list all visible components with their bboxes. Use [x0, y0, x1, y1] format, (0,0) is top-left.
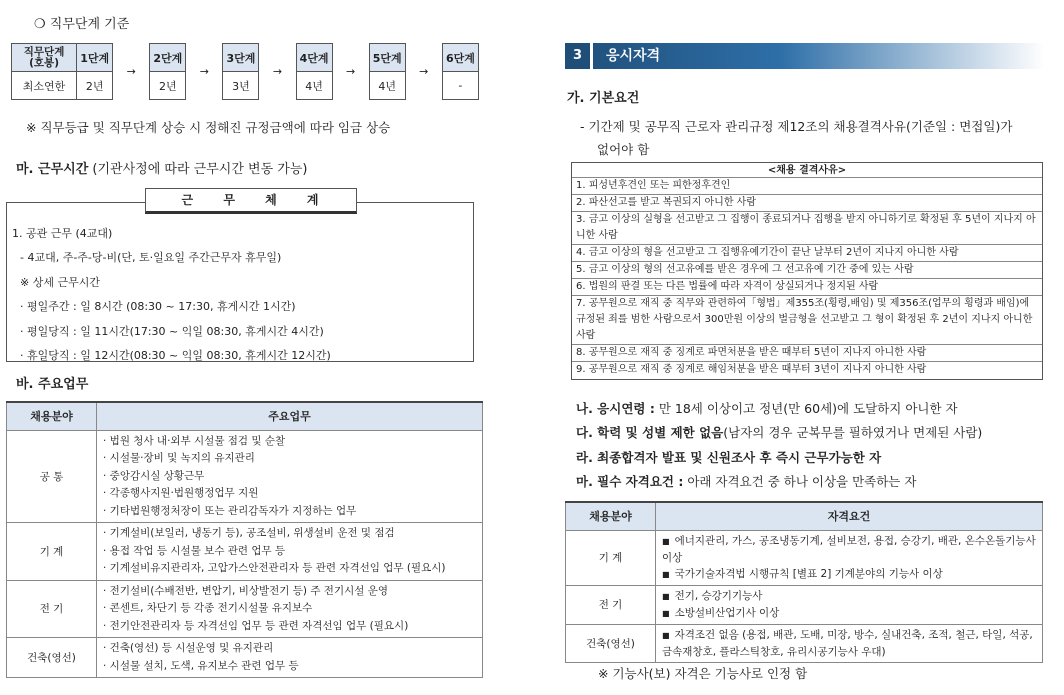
list-item: · 기타법원행정처장이 또는 관리감독자가 지정하는 업무: [103, 504, 357, 517]
stage-label: 4단계: [296, 44, 332, 72]
work-line: ※ 상세 근무시간: [20, 275, 100, 289]
qualification-field: 기 계: [566, 530, 656, 585]
disqualification-item: 9. 공무원으로 재직 중 징계로 해임처분을 받은 때부터 3년이 지나지 아니한 사람: [576, 364, 927, 375]
final-candidate-requirement: 라. 최종합격자 발표 및 신원조사 후 즉시 근무가능한 자: [576, 450, 882, 465]
stage-row-header: 직무단계 (호봉): [12, 44, 77, 72]
table-row: [7, 638, 483, 678]
list-item: · 시설물 설치, 도색, 유지보수 관련 업무 등: [103, 659, 299, 672]
work-hours-heading: 마. 근무시간 (기관사정에 따라 근무시간 변동 가능): [16, 162, 308, 177]
stage-years: 2년: [150, 72, 186, 100]
disqualification-item: 1. 피성년후견인 또는 피한정후견인: [572, 178, 1042, 195]
work-line: · 휴일당직 : 일 12시간(08:30 ~ 익일 08:30, 휴게시간 12시간): [20, 349, 331, 363]
list-item: · 법원 청사 내·외부 시설물 점검 및 순찰: [103, 434, 286, 447]
work-line: · 평일주간 : 일 8시간 (08:30 ~ 17:30, 휴게시간 1시간): [20, 300, 296, 314]
duty-field: 공 통: [7, 430, 97, 523]
list-item: ■ 에너지관리, 가스, 공조냉동기계, 설비보전, 용접, 승강기, 배관, 온수온돌기능사 이상: [662, 534, 1036, 564]
stage-years: 4년: [296, 72, 332, 100]
list-item: · 용접 작업 등 시설물 보수 관련 업무 등: [103, 544, 286, 557]
disqualification-heading: <채용 결격사유>: [572, 163, 1042, 178]
section-title: 응시자격: [606, 48, 661, 64]
list-item: · 각종행사지원·법원행정업무 지원: [103, 487, 259, 499]
arrow-right-icon: →: [346, 65, 356, 78]
work-line: · 평일당직 : 일 11시간(17:30 ~ 익일 08:30, 휴게시간 4시간): [20, 324, 324, 338]
stage-label: 2단계: [150, 44, 186, 72]
table-row: [7, 580, 483, 638]
table-header: 자격요건: [656, 502, 1043, 530]
square-bullet-icon: ■: [662, 630, 670, 640]
work-line: 1. 공관 근무 (4교대): [12, 227, 113, 240]
duty-field: 전 기: [7, 580, 97, 638]
arrow-right-icon: →: [126, 65, 136, 78]
stage-years: 2년: [77, 72, 113, 100]
arrow-right-icon: →: [419, 65, 429, 78]
wage-note: ※ 직무등급 및 직무단계 상승 시 정해진 규정금액에 따라 임금 상승: [26, 120, 391, 135]
list-item: · 기계설비유지관리자, 고압가스안전관리자 등 관련 자격선임 업무 (필요시): [103, 562, 446, 574]
disqualification-item: 6. 법원의 판결 또는 다른 법률에 따라 자격이 상실되거나 정지된 사람: [572, 279, 1042, 296]
work-schedule-title: 근 무 체 계: [145, 188, 357, 214]
list-item: ■ 소방설비산업기사 이상: [662, 606, 780, 619]
arrow-right-icon: →: [199, 65, 209, 78]
disqualification-item: 4. 금고 이상의 형을 선고받고 그 집행유예기간이 끝난 날부터 2년이 지나지 아니한 사람: [572, 245, 1042, 262]
section-number: 3: [565, 43, 593, 69]
stage-years: 3년: [223, 72, 259, 100]
disqualification-item: 5. 금고 이상의 형의 선고유예를 받은 경우에 그 선고유예 기간 중에 있는 사람: [572, 262, 1042, 279]
table-header: 채용분야: [566, 502, 656, 530]
list-item: · 전기안전관리자 등 자격선임 업무 등 관련 자격선임 업무 (필요시): [103, 619, 409, 632]
education-requirement: 다. 학력 및 성별 제한 없음(남자의 경우 군복무를 필하였거나 면제된 사람): [576, 425, 983, 440]
required-qualification-heading: 마. 필수 자격요건 : 아래 자격요건 중 하나 이상을 만족하는 자: [576, 474, 917, 489]
duty-field: 기 계: [7, 523, 97, 581]
list-item: · 기계설비(보일러, 냉동기 등), 공조설비, 위생설비 운전 및 점검: [103, 527, 395, 539]
stage-label: 3단계: [223, 44, 259, 72]
work-line: - 4교대, 주-주-당-비(단, 토·일요일 주간근무자 휴무일): [20, 251, 282, 265]
list-item: ■ 국가기술자격법 시행규칙 [별표 2] 기계분야의 기능사 이상: [662, 567, 943, 580]
arrow-right-icon: →: [272, 65, 283, 78]
qualification-field: 전 기: [566, 585, 656, 624]
qualification-field: 건축(영선): [566, 624, 656, 662]
disqualification-item: 8. 공무원으로 재직 중 징계로 파면처분을 받은 때부터 5년이 지나지 아니한 사람: [572, 345, 1042, 362]
list-item: · 시설물·장비 및 녹지의 유지관리: [103, 452, 255, 464]
table-row: [566, 585, 1043, 624]
bottom-note: ※ 기능사(보) 자격은 기능사로 인정 함: [598, 666, 808, 681]
stage-label: 6단계: [442, 44, 478, 72]
job-stage-table: [11, 43, 479, 100]
list-item: · 콘센트, 차단기 등 각종 전기시설물 유지보수: [103, 602, 313, 614]
square-bullet-icon: ■: [662, 591, 670, 601]
stage-years: -: [442, 72, 478, 100]
circle-bullet-icon: ❍: [34, 17, 46, 32]
list-item: · 전기설비(수배전반, 변압기, 비상발전기 등) 주 전기시설 운영: [103, 584, 389, 597]
table-header: 주요업무: [97, 402, 483, 430]
disqualification-box: [571, 162, 1043, 380]
stage-label: 1단계: [77, 44, 113, 72]
basic-requirement-text: - 기간제 및 공무직 근로자 관리규정 제12조의 채용결격사유(기준일 : 면접일)가: [580, 119, 1013, 134]
age-requirement: 나. 응시연령 : 만 18세 이상이고 정년(만 60세)에 도달하지 아니한 자: [576, 401, 958, 416]
stage-years: 4년: [369, 72, 405, 100]
qualification-table: [565, 501, 1043, 663]
list-item: · 중앙감시실 상황근무: [103, 469, 205, 482]
table-row: [7, 523, 483, 581]
duty-table: [6, 401, 483, 678]
work-schedule-content: [12, 222, 331, 368]
basic-requirement-heading: 가. 기본요건: [567, 91, 640, 106]
square-bullet-icon: ■: [662, 569, 670, 579]
table-header: 채용분야: [7, 402, 97, 430]
table-row: [566, 624, 1043, 662]
square-bullet-icon: ■: [662, 608, 670, 618]
stage-row-header: 최소연한: [12, 72, 77, 100]
job-stage-heading: ❍ 직무단계 기준: [34, 17, 130, 32]
duties-heading: 바. 주요업무: [16, 377, 89, 392]
table-row: [566, 530, 1043, 585]
square-bullet-icon: ■: [662, 536, 670, 546]
stage-label: 5단계: [369, 44, 405, 72]
list-item: ■ 전기, 승강기기능사: [662, 589, 763, 602]
disqualification-item: 7. 공무원으로 재직 중 직무와 관련하여「형법」제355조(횡령,배임) 및 제356조(업무의 횡령과 배임)에 규정된 죄를 범한 사람으로서 300만원 이상의 벌금형을 선고받고 그 형이 확정된 후 2년이 지나지 아니한 사람: [572, 296, 1042, 345]
duty-field: 건축(영선): [7, 638, 97, 678]
basic-requirement-text: 없어야 함: [597, 142, 650, 157]
table-row: [7, 430, 483, 523]
list-item: ■ 자격조건 없음 (용접, 배관, 도배, 미장, 방수, 실내건축, 조적, 철근, 타일, 석공, 금속재창호, 플라스틱창호, 유리시공기능사 우대): [662, 628, 1033, 658]
disqualification-item: 3. 금고 이상의 실형을 선고받고 그 집행이 종료되거나 집행을 받지 아니하기로 확정된 후 5년이 지나지 아니한 사람: [572, 212, 1042, 245]
disqualification-item: 2. 파산선고를 받고 복권되지 아니한 사람: [572, 195, 1042, 212]
list-item: · 건축(영선) 등 시설운영 및 유지관리: [103, 642, 274, 654]
